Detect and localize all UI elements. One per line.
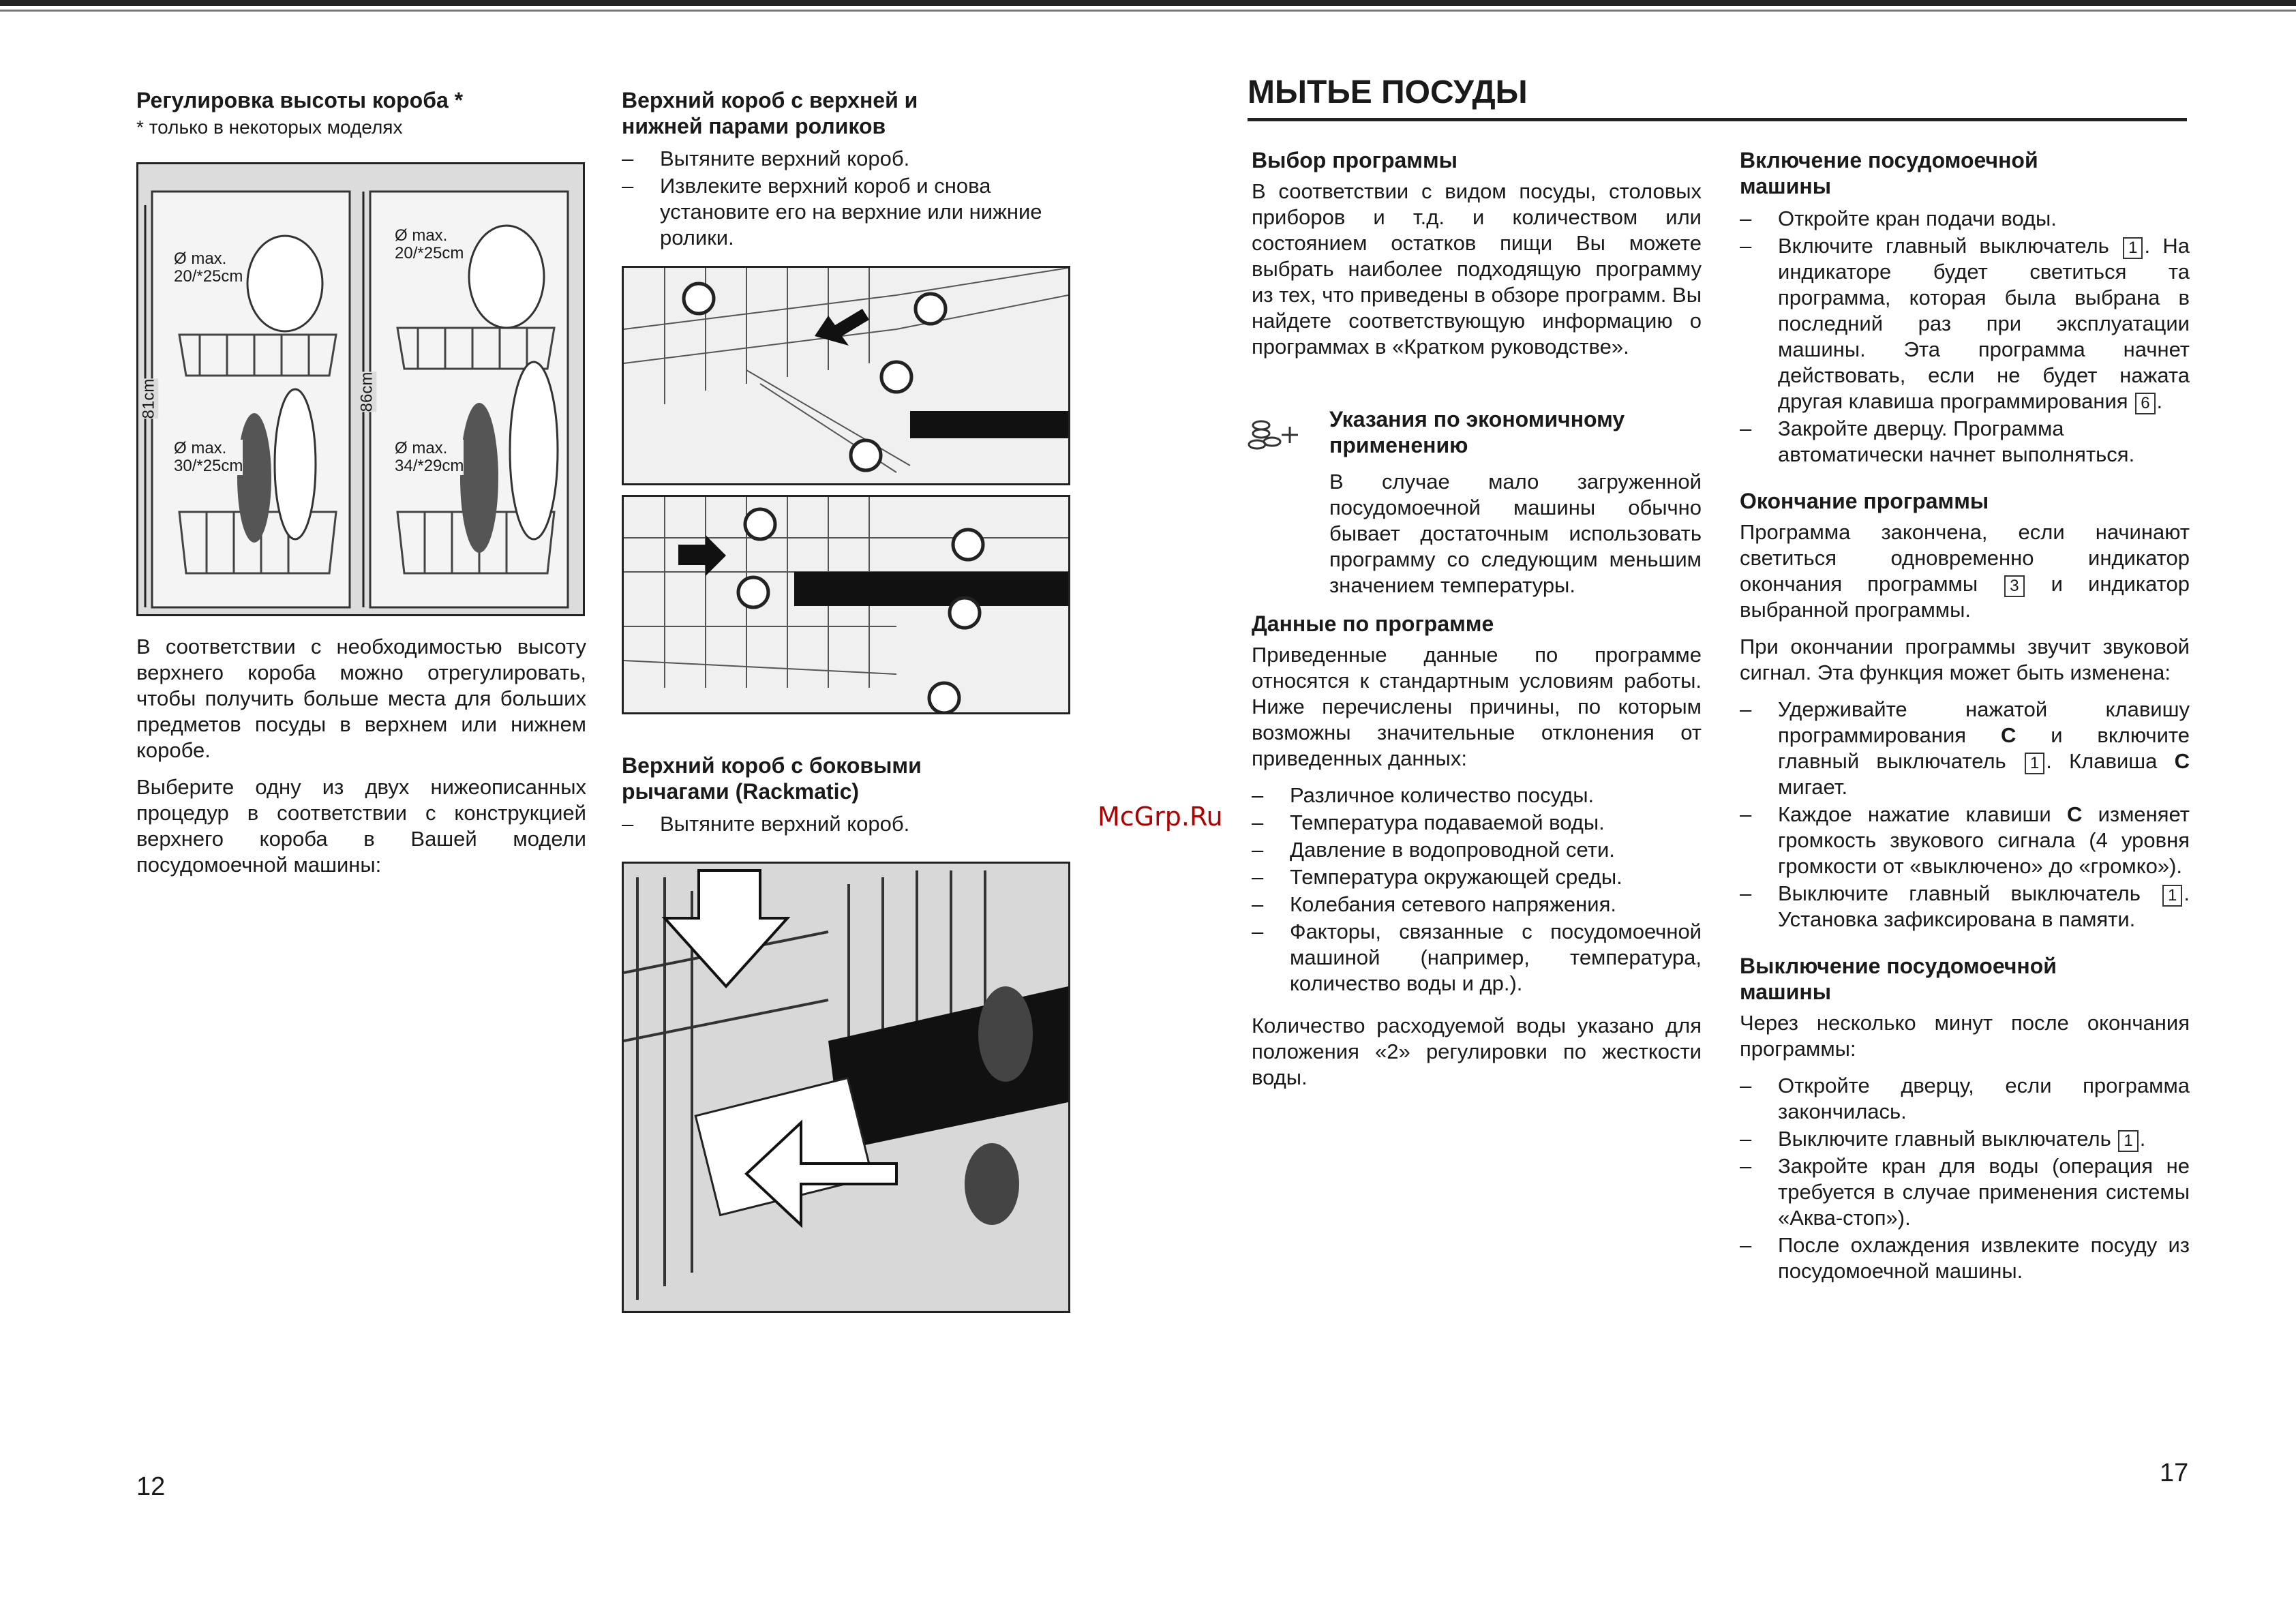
left-column-2-rackmatic <box>622 753 1072 844</box>
label-left-bottom: Ø max. 30/*25cm <box>174 439 243 475</box>
program-key: 6 <box>2135 393 2155 414</box>
list-item: – Закройте дверцу. Программа автоматически начнет выполняться. <box>1740 416 2190 468</box>
program-data-title: Данные по программе <box>1252 611 1494 636</box>
program-select-title: Выбор программы <box>1252 148 1457 172</box>
list-item: – Закройте кран для воды (операция не требуется в случае применения системы «Аква-стоп»). <box>1740 1153 2190 1231</box>
list-item: – Откройте дверцу, если программа закончилась. <box>1740 1073 2190 1125</box>
watermark: McGrp.Ru <box>1098 802 1223 832</box>
list-item: – Температура подаваемой воды. <box>1252 810 1702 836</box>
rollers-steps <box>622 146 1072 251</box>
list-item <box>1740 233 2190 414</box>
program-data-text: Приведенные данные по программе относятся к стандартным условиям работы. Ниже перечислены причины, по которым возможны значительные отклонения от приведенных данных: <box>1252 643 1702 770</box>
text-fragment: . На индикаторе будет светиться та программа, которая была выбрана в последний раз при эксплуатации машины. Эта программа начнет действовать, если не будет нажата другая клавиша программирования <box>1778 234 2190 413</box>
economy-text: В случае мало загруженной посудомоечной машины обычно бывает достаточным использовать программу со следующим меньшим значением температуры. <box>1329 470 1702 597</box>
rackmatic-figure <box>622 862 1070 1313</box>
main-switch-key: 1 <box>2162 885 2182 907</box>
basket-height-figure <box>136 162 585 616</box>
switch-on-title: Включение посудомоечной машины <box>1740 148 2038 198</box>
end-indicator-key: 3 <box>2004 575 2024 597</box>
text-fragment: . Клавиша <box>2046 749 2158 773</box>
left-column-1-text <box>136 634 586 889</box>
switch-on-steps <box>1740 206 2190 468</box>
program-select-text: В соответствии с видом посуды, столовых приборов и т.д. и количеством или состоянием остатков пищи Вы можете выбрать наиболее подходящую программу из тех, что приведены в обзоре программ. Вы найдете соответствующую информацию о программах в «Кратком руководстве». <box>1252 179 1702 359</box>
key-c: C <box>2066 802 2083 826</box>
label-right-bottom: Ø max. 34/*29cm <box>395 439 464 475</box>
rollers-figure-2 <box>622 495 1070 714</box>
program-end-title: Окончание программы <box>1740 489 1989 513</box>
list-item: – Откройте кран подачи воды. <box>1740 206 2190 232</box>
main-switch-key: 1 <box>2123 237 2143 259</box>
list-item: – После охлаждения извлеките посуду из посудомоечной машины. <box>1740 1232 2190 1284</box>
text-fragment: . <box>2156 389 2163 413</box>
top-border-thin <box>0 10 2296 12</box>
list-item: – Факторы, связанные с посудомоечной машиной (например, температура, количество воды и др.). <box>1252 919 1702 997</box>
label-right-top: Ø max. 20/*25cm <box>395 226 464 262</box>
label-right-height: 86cm <box>357 371 376 412</box>
text-fragment: и включите главный выключатель <box>1778 723 2190 773</box>
text-fragment: . Установка зафиксирована в памяти. <box>1778 881 2190 931</box>
program-end-text1 <box>1740 519 2190 623</box>
page-number-right: 17 <box>2160 1459 2189 1487</box>
label-left-height: 81cm <box>139 378 158 419</box>
top-border <box>0 0 2296 6</box>
text-fragment: Программа закончена, если начинают светиться одновременно индикатор окончания программы <box>1740 520 2190 596</box>
list-item: – Различное количество посуды. <box>1252 783 1702 808</box>
list-item <box>1740 697 2190 800</box>
rackmatic-title: Верхний короб с боковыми рычагами (Rackmatic) <box>622 753 922 804</box>
height-adjust-para2: Выберите одну из двух нижеописанных процедур в соответствии с конструкцией верхнего короба в Вашей модели посудомоечной машины: <box>136 775 586 877</box>
economy-title: Указания по экономичному применению <box>1329 407 1625 457</box>
list-item: – Вытяните верхний короб. <box>622 146 1072 172</box>
rackmatic-drawing <box>624 864 1068 1311</box>
economy-block <box>1329 406 1702 609</box>
main-switch-key: 1 <box>2118 1130 2138 1152</box>
text-fragment: Каждое нажатие клавиши <box>1778 802 2051 826</box>
text-fragment: Включите главный выключатель <box>1778 234 2109 258</box>
list-item: – Давление в водопроводной сети. <box>1252 837 1702 863</box>
sound-settings-steps <box>1740 697 2190 932</box>
economy-icon <box>1248 414 1302 455</box>
text-fragment: Выключите главный выключатель <box>1778 1127 2111 1151</box>
right-column-4 <box>1740 147 2190 1291</box>
deviation-reasons <box>1252 783 1702 997</box>
models-note: * только в некоторых моделях <box>136 117 403 138</box>
list-item: – Температура окружающей среды. <box>1252 864 1702 890</box>
switch-off-title: Выключение посудомоечной машины <box>1740 954 2057 1004</box>
text-fragment: изменяет громкость звукового сигнала (4 уровня громкости от «выключено» до «громко»). <box>1778 802 2190 878</box>
text-fragment: Удерживайте нажатой клавишу программирования <box>1778 697 2190 747</box>
main-switch-key: 1 <box>2025 753 2044 774</box>
water-consumption-text: Количество расходуемой воды указано для положения «2» регулировки по жесткости воды. <box>1252 1014 1702 1089</box>
key-c: C <box>2000 723 2016 747</box>
height-adjust-title: Регулировка высоты короба * <box>136 88 464 112</box>
left-column-2 <box>622 87 1072 258</box>
list-item <box>1740 1126 2190 1152</box>
left-column-1 <box>136 87 586 139</box>
text-fragment: Выключите главный выключатель <box>1778 881 2141 905</box>
list-item: – Извлеките верхний короб и снова установите его на верхние или нижние ролики. <box>622 173 1072 251</box>
key-c: C <box>2174 749 2190 773</box>
switch-off-text: Через несколько минут после окончания программы: <box>1740 1011 2190 1061</box>
label-left-top: Ø max. 20/*25cm <box>174 249 243 286</box>
list-item: – Колебания сетевого напряжения. <box>1252 892 1702 917</box>
rollers-title: Верхний короб с верхней и нижней парами роликов <box>622 88 918 138</box>
program-data-block <box>1252 611 1702 1102</box>
list-item <box>1740 802 2190 879</box>
rackmatic-steps <box>622 811 1072 837</box>
program-end-text2: При окончании программы звучит звуковой сигнал. Эта функция может быть изменена: <box>1740 635 2190 684</box>
page-number-left: 12 <box>136 1472 166 1501</box>
rollers-drawing-2 <box>624 497 1068 712</box>
text-fragment: мигает. <box>1778 775 1848 799</box>
list-item <box>1740 881 2190 932</box>
list-item: – Вытяните верхний короб. <box>622 811 1072 837</box>
text-fragment: и индикатор выбранной программы. <box>1740 572 2190 622</box>
rollers-figure-1 <box>622 266 1070 485</box>
switch-off-steps <box>1740 1073 2190 1284</box>
height-adjust-para1: В соответствии с необходимостью высоту верхнего короба можно отрегулировать, чтобы получить больше места для больших предметов посуды в верхнем или нижнем коробе. <box>136 635 586 762</box>
rollers-drawing-1 <box>624 268 1068 483</box>
main-title: МЫТЬЕ ПОСУДЫ <box>1248 74 2187 121</box>
right-column-3 <box>1252 147 1702 371</box>
text-fragment: . <box>2139 1127 2146 1151</box>
